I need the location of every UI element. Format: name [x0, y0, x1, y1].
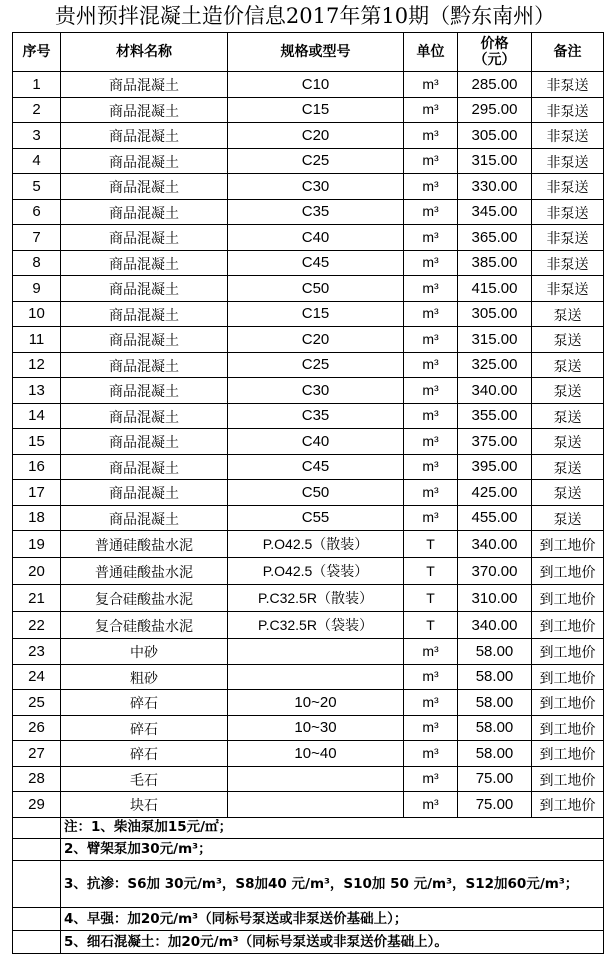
cell-seq: 21 [13, 585, 61, 612]
cell-spec: C40 [228, 225, 404, 251]
table-row [13, 585, 604, 612]
cell-unit: m³ [404, 454, 458, 480]
cell-unit: m³ [404, 690, 458, 716]
header-spec: 规格或型号 [228, 33, 404, 72]
cell-note: 到工地价 [532, 766, 604, 792]
table-row [13, 792, 604, 818]
note-row [13, 839, 604, 861]
price-table [12, 32, 604, 954]
cell-seq: 13 [13, 378, 61, 404]
cell-unit: T [404, 531, 458, 558]
cell-price: 375.00 [458, 429, 532, 455]
cell-seq: 19 [13, 531, 61, 558]
table-row [13, 352, 604, 378]
table-row [13, 715, 604, 741]
cell-material-name: 普通硅酸盐水泥 [61, 558, 228, 585]
cell-note: 到工地价 [532, 715, 604, 741]
cell-price: 75.00 [458, 792, 532, 818]
cell-price: 340.00 [458, 378, 532, 404]
cell-price: 58.00 [458, 741, 532, 767]
note-spacer [13, 908, 61, 931]
cell-note: 到工地价 [532, 639, 604, 665]
note-row [13, 908, 604, 931]
cell-seq: 17 [13, 480, 61, 506]
table-row [13, 429, 604, 455]
cell-spec: C45 [228, 250, 404, 276]
table-row [13, 378, 604, 404]
table-row [13, 558, 604, 585]
cell-unit: m³ [404, 480, 458, 506]
header-note: 备注 [532, 33, 604, 72]
cell-unit: T [404, 558, 458, 585]
cell-seq: 4 [13, 148, 61, 174]
header-price [458, 33, 532, 72]
cell-unit: m³ [404, 429, 458, 455]
cell-seq: 20 [13, 558, 61, 585]
note-row [13, 931, 604, 954]
cell-price: 455.00 [458, 505, 532, 531]
cell-seq: 11 [13, 327, 61, 353]
cell-note: 泵送 [532, 480, 604, 506]
cell-unit: m³ [404, 766, 458, 792]
note-5: 5、细石混凝土：加20元/m³（同标号泵送或非泵送价基础上）。 [61, 931, 604, 954]
cell-note: 到工地价 [532, 690, 604, 716]
cell-unit: m³ [404, 792, 458, 818]
cell-material-name: 中砂 [61, 639, 228, 665]
table-row [13, 225, 604, 251]
cell-material-name: 商品混凝土 [61, 174, 228, 200]
cell-spec: C35 [228, 403, 404, 429]
cell-spec: C15 [228, 97, 404, 123]
header-price-line1: 价格 [480, 36, 509, 52]
cell-price: 330.00 [458, 174, 532, 200]
cell-seq: 12 [13, 352, 61, 378]
note-spacer [13, 931, 61, 954]
cell-unit: m³ [404, 327, 458, 353]
cell-note: 非泵送 [532, 148, 604, 174]
cell-spec: P.O42.5（散装） [228, 531, 404, 558]
note-row [13, 817, 604, 839]
cell-material-name: 商品混凝土 [61, 352, 228, 378]
cell-unit: T [404, 585, 458, 612]
cell-price: 310.00 [458, 585, 532, 612]
note-1: 注：1、柴油泵加15元/㎡； [61, 817, 604, 839]
table-row [13, 403, 604, 429]
cell-spec: C50 [228, 276, 404, 302]
cell-note: 到工地价 [532, 612, 604, 639]
cell-note: 泵送 [532, 378, 604, 404]
cell-price: 315.00 [458, 327, 532, 353]
cell-unit: m³ [404, 199, 458, 225]
cell-price: 325.00 [458, 352, 532, 378]
cell-seq: 6 [13, 199, 61, 225]
cell-price: 340.00 [458, 612, 532, 639]
cell-material-name: 碎石 [61, 715, 228, 741]
cell-seq: 28 [13, 766, 61, 792]
cell-seq: 2 [13, 97, 61, 123]
cell-seq: 8 [13, 250, 61, 276]
table-row [13, 327, 604, 353]
cell-price: 58.00 [458, 715, 532, 741]
cell-unit: m³ [404, 715, 458, 741]
cell-note: 到工地价 [532, 664, 604, 690]
cell-note: 非泵送 [532, 97, 604, 123]
cell-seq: 7 [13, 225, 61, 251]
header-seq: 序号 [13, 33, 61, 72]
cell-unit: m³ [404, 378, 458, 404]
table-row [13, 664, 604, 690]
cell-material-name: 复合硅酸盐水泥 [61, 612, 228, 639]
cell-seq: 26 [13, 715, 61, 741]
cell-material-name: 商品混凝土 [61, 276, 228, 302]
cell-unit: m³ [404, 505, 458, 531]
cell-unit: m³ [404, 250, 458, 276]
table-row [13, 766, 604, 792]
cell-note: 泵送 [532, 327, 604, 353]
cell-material-name: 块石 [61, 792, 228, 818]
cell-material-name: 毛石 [61, 766, 228, 792]
cell-unit: m³ [404, 639, 458, 665]
cell-price: 365.00 [458, 225, 532, 251]
cell-seq: 23 [13, 639, 61, 665]
cell-material-name: 商品混凝土 [61, 199, 228, 225]
cell-material-name: 复合硅酸盐水泥 [61, 585, 228, 612]
cell-material-name: 商品混凝土 [61, 429, 228, 455]
cell-price: 370.00 [458, 558, 532, 585]
cell-seq: 25 [13, 690, 61, 716]
cell-spec: P.C32.5R（袋装） [228, 612, 404, 639]
cell-unit: m³ [404, 276, 458, 302]
note-4: 4、早强：加20元/m³（同标号泵送或非泵送价基础上）； [61, 908, 604, 931]
cell-seq: 9 [13, 276, 61, 302]
cell-material-name: 商品混凝土 [61, 72, 228, 98]
cell-price: 75.00 [458, 766, 532, 792]
cell-note: 到工地价 [532, 741, 604, 767]
cell-spec: C25 [228, 148, 404, 174]
table-row [13, 301, 604, 327]
header-price-line2: （元） [473, 52, 516, 68]
cell-spec: C35 [228, 199, 404, 225]
cell-material-name: 商品混凝土 [61, 225, 228, 251]
note-spacer [13, 861, 61, 908]
cell-price: 295.00 [458, 97, 532, 123]
cell-note: 泵送 [532, 352, 604, 378]
table-row [13, 690, 604, 716]
cell-note: 到工地价 [532, 558, 604, 585]
table-body [13, 72, 604, 818]
cell-note: 到工地价 [532, 585, 604, 612]
cell-seq: 16 [13, 454, 61, 480]
cell-note: 非泵送 [532, 123, 604, 149]
cell-note: 非泵送 [532, 174, 604, 200]
table-row [13, 639, 604, 665]
cell-spec [228, 792, 404, 818]
header-name: 材料名称 [61, 33, 228, 72]
cell-spec [228, 766, 404, 792]
cell-spec: C20 [228, 123, 404, 149]
cell-price: 355.00 [458, 403, 532, 429]
cell-note: 非泵送 [532, 225, 604, 251]
cell-spec: C50 [228, 480, 404, 506]
cell-material-name: 商品混凝土 [61, 123, 228, 149]
cell-note: 泵送 [532, 403, 604, 429]
cell-spec: C25 [228, 352, 404, 378]
table-row [13, 480, 604, 506]
note-spacer [13, 817, 61, 839]
cell-material-name: 商品混凝土 [61, 148, 228, 174]
cell-material-name: 商品混凝土 [61, 505, 228, 531]
cell-note: 非泵送 [532, 276, 604, 302]
cell-note: 泵送 [532, 505, 604, 531]
table-row [13, 505, 604, 531]
cell-spec: C55 [228, 505, 404, 531]
cell-spec: C40 [228, 429, 404, 455]
cell-spec: C10 [228, 72, 404, 98]
table-row [13, 531, 604, 558]
cell-material-name: 商品混凝土 [61, 301, 228, 327]
table-row [13, 97, 604, 123]
cell-material-name: 商品混凝土 [61, 327, 228, 353]
table-row [13, 199, 604, 225]
cell-spec: C15 [228, 301, 404, 327]
cell-spec [228, 664, 404, 690]
cell-material-name: 商品混凝土 [61, 250, 228, 276]
cell-spec: C45 [228, 454, 404, 480]
cell-material-name: 碎石 [61, 690, 228, 716]
cell-spec: 10~20 [228, 690, 404, 716]
cell-price: 340.00 [458, 531, 532, 558]
table-row [13, 250, 604, 276]
notes-section [13, 817, 604, 954]
cell-seq: 5 [13, 174, 61, 200]
cell-price: 58.00 [458, 690, 532, 716]
cell-unit: T [404, 612, 458, 639]
cell-unit: m³ [404, 97, 458, 123]
cell-note: 非泵送 [532, 250, 604, 276]
page-title: 贵州预拌混凝土造价信息2017年第10期（黔东南州） [54, 4, 556, 28]
note-row [13, 861, 604, 908]
cell-seq: 1 [13, 72, 61, 98]
cell-spec: 10~40 [228, 741, 404, 767]
note-spacer [13, 839, 61, 861]
cell-material-name: 商品混凝土 [61, 454, 228, 480]
cell-material-name: 商品混凝土 [61, 97, 228, 123]
cell-note: 泵送 [532, 301, 604, 327]
table-row [13, 276, 604, 302]
cell-seq: 27 [13, 741, 61, 767]
cell-price: 305.00 [458, 301, 532, 327]
cell-price: 395.00 [458, 454, 532, 480]
cell-material-name: 商品混凝土 [61, 378, 228, 404]
cell-spec: C30 [228, 378, 404, 404]
cell-seq: 18 [13, 505, 61, 531]
cell-note: 泵送 [532, 454, 604, 480]
table-row [13, 123, 604, 149]
cell-material-name: 商品混凝土 [61, 480, 228, 506]
cell-material-name: 碎石 [61, 741, 228, 767]
cell-seq: 3 [13, 123, 61, 149]
cell-unit: m³ [404, 403, 458, 429]
table-row [13, 174, 604, 200]
note-3: 3、抗渗：S6加 30元/m³，S8加40 元/m³，S10加 50 元/m³，S12加60元/m³； [61, 861, 604, 908]
cell-spec: C30 [228, 174, 404, 200]
header-unit: 单位 [404, 33, 458, 72]
cell-note: 到工地价 [532, 792, 604, 818]
cell-spec: P.C32.5R（散装） [228, 585, 404, 612]
cell-price: 385.00 [458, 250, 532, 276]
note-2: 2、臂架泵加30元/m³； [61, 839, 604, 861]
cell-note: 泵送 [532, 429, 604, 455]
cell-unit: m³ [404, 301, 458, 327]
cell-price: 345.00 [458, 199, 532, 225]
cell-material-name: 粗砂 [61, 664, 228, 690]
table-row [13, 72, 604, 98]
cell-seq: 24 [13, 664, 61, 690]
cell-spec: P.O42.5（袋装） [228, 558, 404, 585]
cell-price: 425.00 [458, 480, 532, 506]
cell-unit: m³ [404, 174, 458, 200]
cell-spec: 10~30 [228, 715, 404, 741]
cell-unit: m³ [404, 225, 458, 251]
table-row [13, 741, 604, 767]
cell-price: 285.00 [458, 72, 532, 98]
cell-seq: 15 [13, 429, 61, 455]
cell-note: 到工地价 [532, 531, 604, 558]
cell-seq: 10 [13, 301, 61, 327]
cell-note: 非泵送 [532, 199, 604, 225]
cell-material-name: 普通硅酸盐水泥 [61, 531, 228, 558]
cell-price: 58.00 [458, 639, 532, 665]
cell-unit: m³ [404, 352, 458, 378]
cell-unit: m³ [404, 72, 458, 98]
cell-price: 415.00 [458, 276, 532, 302]
table-header-row [13, 33, 604, 72]
cell-unit: m³ [404, 123, 458, 149]
cell-material-name: 商品混凝土 [61, 403, 228, 429]
table-row [13, 612, 604, 639]
cell-spec [228, 639, 404, 665]
cell-seq: 29 [13, 792, 61, 818]
cell-unit: m³ [404, 664, 458, 690]
cell-price: 315.00 [458, 148, 532, 174]
cell-unit: m³ [404, 741, 458, 767]
cell-unit: m³ [404, 148, 458, 174]
cell-note: 非泵送 [532, 72, 604, 98]
cell-price: 58.00 [458, 664, 532, 690]
cell-seq: 22 [13, 612, 61, 639]
cell-seq: 14 [13, 403, 61, 429]
table-row [13, 454, 604, 480]
cell-price: 305.00 [458, 123, 532, 149]
cell-spec: C20 [228, 327, 404, 353]
table-row [13, 148, 604, 174]
